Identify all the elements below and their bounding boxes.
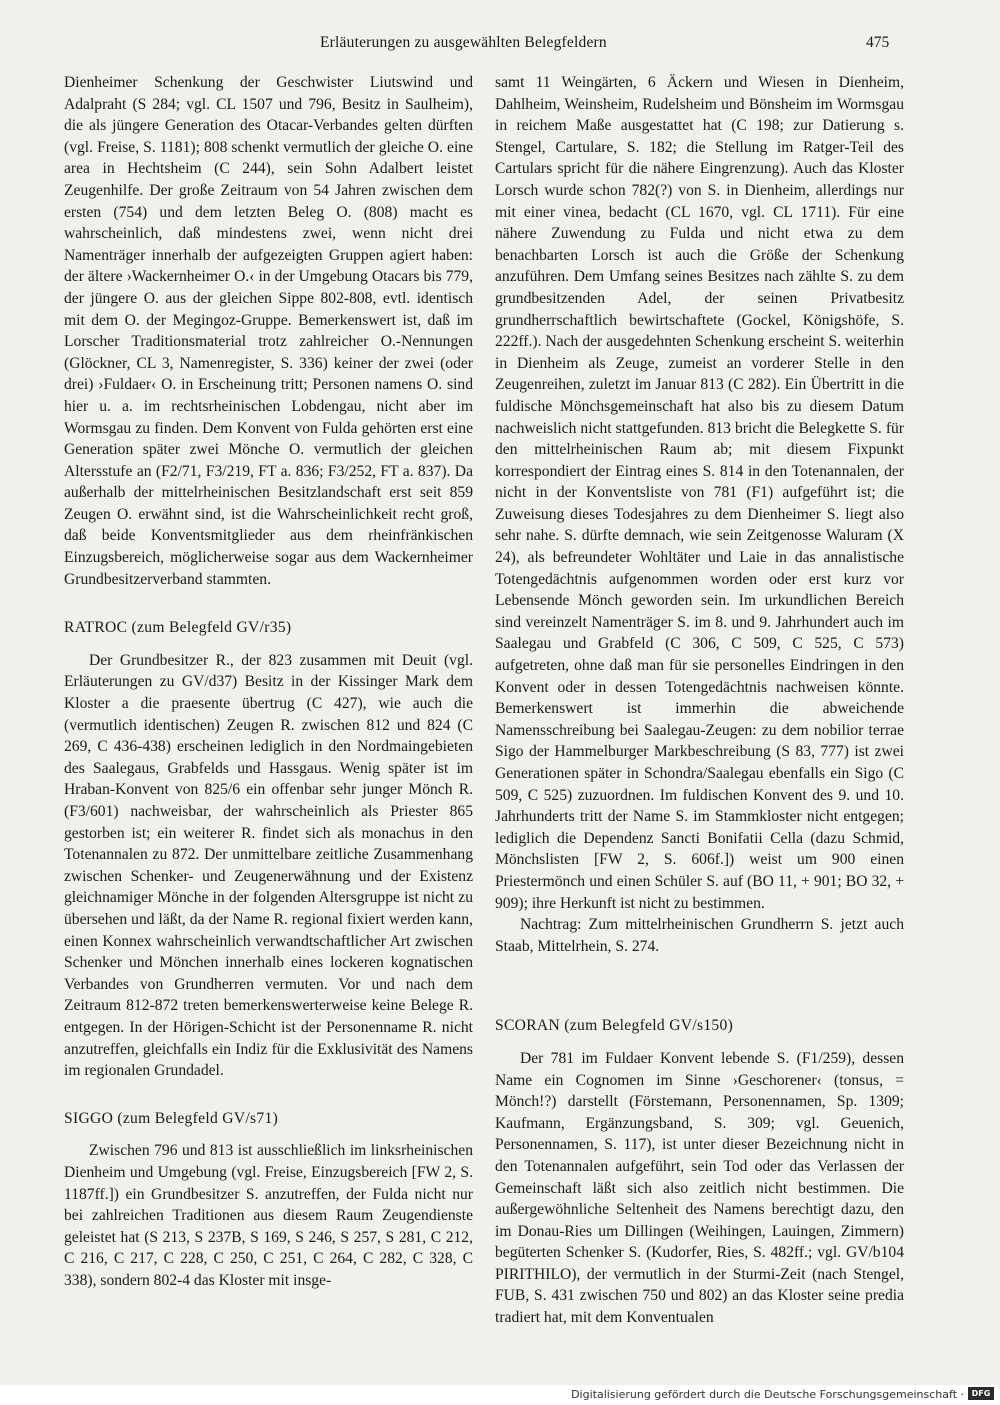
- siggo-paragraph: Zwischen 796 und 813 ist ausschließlich im linksrheinischen Dienheim und Umgebung (vgl. Freise, Einzugsbereich [FW 2, S. 1187ff.]) ein Grundbesitzer S. anzutreffen, der Fulda nicht nur bei zahlreichen Traditionen aus diesem Raum Zeugendienste geleistet hat (S 213, S 237B, S 169, S 246, S 257, S 281, C 212, C 216, C 217, C 228, C 250, C 251, C 264, C 282, C 328, C 338), sondern 802-4 das Kloster mit insge-: [64, 1142, 473, 1289]
- nachtrag-paragraph: Nachtrag: Zum mittelrheinischen Grundherrn S. jetzt auch Staab, Mittelrhein, S. 274.: [495, 916, 904, 955]
- running-title: Erläuterungen zu ausgewählten Belegfeldern: [320, 34, 607, 51]
- dfg-logo-icon: DFG: [968, 1387, 994, 1400]
- footer-credit: Digitalisierung gefördert durch die Deutsche Forschungsgemeinschaft ·: [571, 1388, 964, 1401]
- siggo-heading: SIGGO (zum Belegfeld GV/s71): [64, 1109, 279, 1127]
- digitization-footer: [0, 1385, 1000, 1405]
- scoran-paragraph: Der 781 im Fuldaer Konvent lebende S. (F1/259), dessen Name ein Cognomen im Sinne ›Geschorener‹ (tonsus, = Mönch!?) darstellt (Förstemann, Personennamen, Sp. 1309; Kaufmann, Ergänzungsband, S. 309; vgl. Geuenich, Personennamen, S. 117), ist unter dieser Bezeichnung nicht in den Totenannalen aufgeführt, sein Tod oder das Verlassen der Gemeinschaft läßt sich also zeitlich nicht bestimmen. Die außergewöhnliche Seltenheit des Namens berechtigt dazu, den im Donau-Ries um Dillingen (Weihingen, Lauingen, Zimmern) begüterten Schenker S. (Kudorfer, Ries, S. 482ff.; vgl. GV/b104 PIRITHILO), der vermutlich in der Sturmi-Zeit (nach Stengel, FUB, S. 431 zwischen 750 und 802) an das Kloster seine predia tradiert hat, mit dem Konventualen: [495, 1049, 904, 1327]
- ratroc-paragraph: Der Grundbesitzer R., der 823 zusammen mit Deuit (vgl. Erläuterungen zu GV/d37) Besitz in der Kissinger Mark dem Kloster a die praesente übertrug (C 427), wie auch die (vermutlich identischen) Zeugen R. zwischen 812 und 824 (C 269, C 436-438) erscheinen lediglich in den Nordmaingebieten des Saalegaus, Grabfelds und Hassgaus. Wenig später ist im Hraban-Konvent von 825/6 ein offenbar sehr junger Mönch R. (F3/601) nachweisbar, der wahrscheinlich als Priester 865 gestorben ist; ein weiterer R. findet sich als monachus in den Totenannalen zu 872. Der unmittelbare zeitliche Zusammenhang zwischen Schenker- und Zeugenerwähnung und der Existenz gleichnamiger Mönche in der folgenden Altersgruppe ist nicht zu übersehen und läßt, da der Name R. regional fixiert werden kann, einen Konnex wahrscheinlich verwandtschaftlicher Art zwischen Schenker und Mönchen innerhalb eines lockeren kognatischen Verbandes von Grundherren vermuten. Vor und nach dem Zeitraum 812-872 treten bemerkenswerterweise keine Belege R. entgegen. In der Hörigen-Schicht ist der Personenname R. nicht anzutreffen, gleichfalls ein Indiz für die Exklusivität des Namens im regionalen Grundadel.: [64, 651, 473, 1080]
- intro-paragraph: Dienheimer Schenkung der Geschwister Liutswind und Adalpraht (S 284; vgl. CL 1507 und 796, Besitz in Saulheim), die als jüngere Generation des Otacar-Verbandes gelten dürften (vgl. Freise, S. 1181); 808 schenkt vermutlich der gleiche O. eine area in Hechtsheim (C 244), sein Sohn Adalbert leistet Zeugenhilfe. Der große Zeitraum von 54 Jahren zwischen dem ersten (754) und dem letzten Beleg O. (808) macht es wahrscheinlich, daß mindestens zwei, wenn nicht drei Namenträger innerhalb der aufgezeigten Gruppen agiert haben: der ältere ›Wackernheimer O.‹ in der Umgebung Otacars bis 779, der jüngere O. aus der gleichen Sippe 802-808, evtl. identisch mit dem O. der Megingoz-Gruppe. Bemerkenswert ist, daß im Lorscher Traditionsmaterial trotz zahlreicher O.-Nennungen (Glöckner, CL 3, Namenregister, S. 336) keiner der zwei (oder drei) ›Fuldaer‹ O. in Erscheinung tritt; Personen namens O. sind hier u. a. im rechtsrheinischen Lobdengau, nicht aber im Wormsgau zu finden. Dem Konvent von Fulda gehörten erst eine Generation später zwei Mönche O. vermutlich der gleichen Altersstufe an (F2/71, F3/219, FT a. 836; F3/252, FT a. 837). Da außerhalb der mittelrheinischen Besitzlandschaft erst seit 859 Zeugen O. erwähnt sind, ist die Wahrscheinlichkeit recht groß, daß beide Konventsmitglieder aus dem rheinfränkischen Einzugsbereich, möglicherweise sogar aus dem Wackernheimer Grundbesitzerverband stammten.: [64, 74, 473, 588]
- scoran-heading: SCORAN (zum Belegfeld GV/s150): [495, 1017, 734, 1035]
- ratroc-heading: RATROC (zum Belegfeld GV/r35): [64, 619, 292, 637]
- page-number: 475: [866, 34, 890, 51]
- right-column: [495, 72, 904, 1329]
- left-column: [64, 72, 473, 1291]
- siggo-continuation: samt 11 Weingärten, 6 Äckern und Wiesen in Dienheim, Dahlheim, Weinsheim, Rudelsheim und Bönsheim im Wormsgau in reichem Maße ausgestattet hat (C 198; zur Datierung s. Stengel, Cartulare, S. 182; die Stellung im Ratger-Teil des Cartulars spricht für die nähere Eingrenzung). Auch das Kloster Lorsch wurde schon 782(?) von S. in Dienheim, allerdings nur mit einer vinea, bedacht (CL 1670, vgl. CL 1711). Für eine nähere Zuwendung zu Fulda und nicht etwa zu dem benachbarten Lorsch ist auch die Größe der Schenkung anzuführen. Dem Umfang seines Besitzes nach zählte S. zu dem grundbesitzenden Adel, der seinen Privatbesitz grundherrschaftlich bewirtschaftete (Gockel, Königshöfe, S. 222ff.). Nach der ausgedehnten Schenkung erscheint S. weiterhin in Dienheim als Zeuge, zumeist an vorderer Stelle in den Zeugenreihen, zuletzt im Januar 813 (C 282). Ein Übertritt in die fuldische Mönchsgemeinschaft hat also bis zu diesem Datum nachweislich nicht stattgefunden. 813 bricht die Belegkette S. für den mittelrheinischen Raum ab; mit diesem Fixpunkt korrespondiert der Eintrag eines S. 814 in den Totenannalen, der nicht in der Konventsliste von 781 (F1) aufgeführt ist; die Zuweisung dieses Todesjahres zu dem Dienheimer S. liegt also sehr nahe. S. dürfte demnach, wie sein Zeitgenosse Waluram (X 24), als befreundeter Wohltäter und Laie in das annalistische Totengedächtnis aufgenommen worden oder erst kurz vor Lebensende Mönch geworden sein. Im urkundlichen Bereich sind vereinzelt Namenträger S. im 8. und 9. Jahrhundert auch im Saalegau und Grabfeld (C 306, C 509, C 525, C 573) aufgetreten, ohne daß man für sie personelles Eindringen in den Konvent oder in dessen Totengedächtnis nachweisen könnte. Bemerkenswert ist immerhin die abweichende Namensschreibung bei Saalegau-Zeugen: zu dem nobilior terrae Sigo der Hammelburger Markbeschreibung (S 83, 777) ist zwei Generationen später in Schondra/Saalegau ebenfalls ein Sigo (C 509, C 525) zuzuordnen. Im fuldischen Konvent des 9. und 10. Jahrhunderts tritt der Name S. im Stammkloster nicht entgegen; lediglich die Dependenz Sancti Bonifatii Cella (dazu Schmid, Mönchslisten [FW 2, S. 606f.]) weist um 900 einen Priestermönch und einen Schüler S. auf (BO 11, + 901; BO 32, + 909); ihre Herkunft ist nicht zu bestimmen.: [495, 74, 904, 912]
